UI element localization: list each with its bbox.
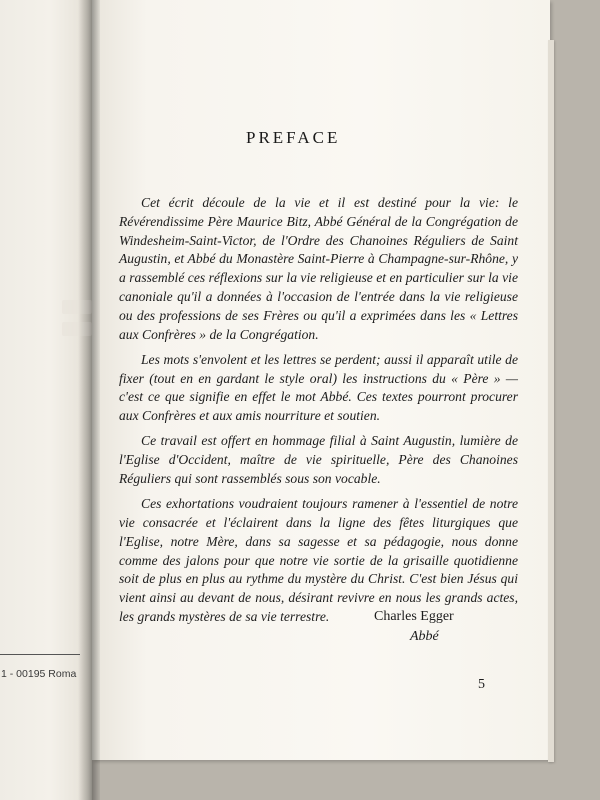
page-stack-edge bbox=[548, 40, 554, 762]
paragraph: Cet écrit découle de la vie et il est destiné pour la vie: le Révérendissime Père Maurice Bitz, Abbé Général de la Congrégation de Windesheim-Saint-Victor, de l'Ordre des Chanoines Réguliers de Saint Augustin, et Abbé du Monastère Saint-Pierre à Champagne-sur-Rhône, y a rassemblé ces réflexions sur la vie religieuse et en particulier sur la vie canoniale qu'il a données à l'occasion de l'entrée dans la vie religieuse ou des professions de ses Frères ou qu'il a exprimées dans les « Lettres aux Confrères » de la Congrégation. bbox=[119, 195, 518, 342]
paragraph: Ces exhortations voudraient toujours ramener à l'essentiel de notre vie consacrée et l'éclairent dans la ligne des fêtes liturgiques que l'Eglise, notre Mère, dans sa sagesse et sa pédagogie, nous donne comme des jalons pour que notre vie sortie de la grisaille quotidienne soit de plus en plus au rythme du mystère du Christ. C'est bien Jésus qui vient ainsi au devant de nous, désirant revivre en nous les grands actes, les grands mystères de sa vie terrestre. bbox=[119, 496, 518, 624]
paragraph: Les mots s'envolent et les lettres se perdent; aussi il apparaît utile de fixer (tout en en gardant le style oral) les instructions du « Père » — c'est ce que signifie en effet le mot Abbé. Ces textes pourront procurer aux Confrères et aux amis nourriture et soutien. bbox=[119, 351, 518, 424]
left-page-rule bbox=[0, 654, 80, 655]
signature-name: Charles Egger bbox=[374, 609, 454, 624]
paragraph: Ce travail est offert en hommage filial à Saint Augustin, lumière de l'Eglise d'Occident, maître de vie spirituelle, Père des Chanoines Réguliers qui sont rassemblés sous son vocable. bbox=[119, 433, 518, 486]
left-page-footer: 1 - 00195 Roma bbox=[1, 668, 77, 680]
page-number: 5 bbox=[478, 677, 485, 692]
page-title: PREFACE bbox=[246, 128, 341, 147]
preface-body bbox=[119, 194, 518, 633]
book-gutter bbox=[78, 0, 100, 800]
signature-role: Abbé bbox=[410, 629, 439, 644]
